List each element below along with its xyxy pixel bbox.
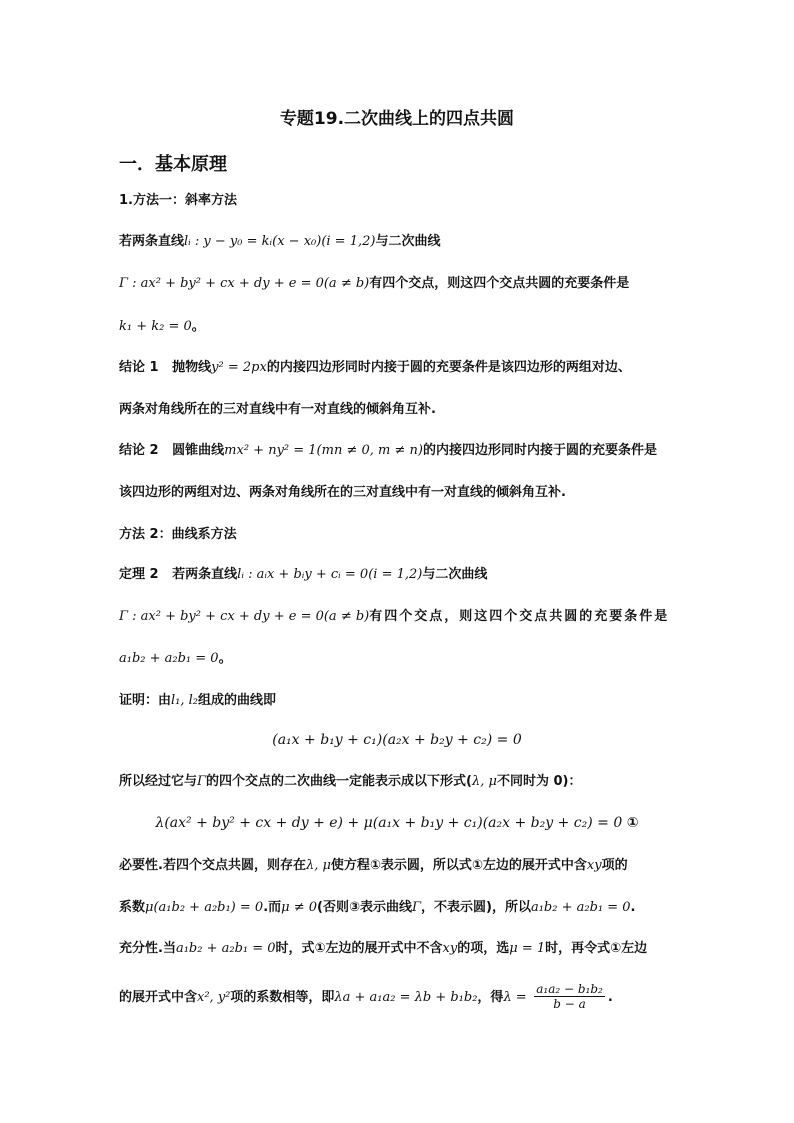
equation-tag: ① (626, 815, 639, 831)
text: 证明：由 (119, 693, 172, 708)
conclusion-1-cont: 两条对角线所在的三对直线中有一对直线的倾斜角互补. (119, 402, 436, 417)
text: . (607, 990, 613, 1005)
text: ，不表示圆)，所以 (421, 900, 531, 915)
text: 项的 (601, 858, 628, 873)
text: 充分性.当 (119, 941, 176, 956)
conclusion-2 (119, 442, 657, 460)
fraction-numerator: a₁a₂ − b₁b₂ (536, 982, 603, 996)
math-expression: lᵢ : y − y₀ = kᵢ(x − x₀)(i = 1,2) (184, 234, 376, 249)
math-expression: μ = 1 (509, 941, 546, 956)
conclusion-label: 结论 1 (119, 360, 159, 375)
paragraph-line (119, 318, 205, 336)
text: 使方程①表示圆，所以式①左边的展开式中含 (330, 858, 587, 873)
fraction-denominator: b − a (553, 997, 586, 1011)
text: 与二次曲线 (375, 234, 441, 249)
text: 的展开式中含 (119, 990, 198, 1005)
theorem-label: 定理 2 (119, 567, 159, 582)
math-expression: l₁, l₂ (171, 693, 199, 708)
math-expression: a₁b₂ + a₂b₁ = 0 (530, 900, 631, 915)
math-expression: a₁b₂ + a₂b₁ = 0 (175, 941, 276, 956)
text: 若两条直线 (172, 567, 238, 582)
conclusion-2-cont: 该四边形的两组对边、两条对角线所在的三对直线中有一对直线的倾斜角互补. (119, 485, 566, 500)
math-expression: λ(ax² + by² + cx + dy + e) + μ(a₁x + b₁y + c₁)(a₂x + b₂y + c₂) = 0 (155, 815, 623, 831)
math-expression: λ, μ (472, 774, 497, 789)
math-expression: λ, μ (305, 858, 331, 873)
text: 必要性.若四个交点共圆，则存在 (119, 858, 306, 873)
math-expression: x², y² (197, 990, 231, 1005)
proof-line (119, 692, 276, 710)
math-expression: xy (586, 858, 602, 873)
method1-heading: 1.方法一：斜率方法 (119, 193, 237, 208)
math-expression: Γ : ax² + by² + cx + dy + e = 0(a ≠ b) (119, 276, 370, 291)
sufficiency-line-2 (119, 983, 613, 1012)
text: 项的系数相等，即 (230, 990, 335, 1005)
math-expression: μ(a₁b₂ + a₂b₁) = 0 (145, 900, 264, 915)
text: .而 (263, 900, 282, 915)
text: ，得 (477, 990, 504, 1005)
math-expression: a₁b₂ + a₂b₁ = 0 (119, 651, 219, 666)
math-expression: λ = (503, 990, 527, 1005)
text: (否则③表示曲线 (317, 900, 412, 915)
text: 。 (218, 651, 232, 666)
text: 时，式①左边的展开式中不含 (275, 941, 443, 956)
theorem-2 (119, 566, 487, 584)
math-expression: lᵢ : aᵢx + bᵢy + cᵢ = 0(i = 1,2) (237, 567, 423, 582)
text: 组成的曲线即 (198, 693, 277, 708)
math-expression: Γ : ax² + by² + cx + dy + e = 0(a ≠ b) (119, 609, 370, 624)
page-title: 专题19.二次曲线上的四点共圆 (279, 109, 515, 129)
fraction (534, 982, 605, 1011)
text: 。 (191, 319, 205, 334)
text: 与二次曲线 (422, 567, 488, 582)
text: 所以经过它与 (119, 774, 198, 789)
math-expression: μ ≠ 0 (281, 900, 318, 915)
math-expression: Γ (411, 900, 422, 915)
necessity-line-2 (119, 899, 636, 917)
text: 的四个交点的二次曲线一定能表示成以下形式( (206, 774, 472, 789)
text: 系数 (119, 900, 146, 915)
section-heading: 一．基本原理 (119, 154, 227, 175)
necessity-line (119, 857, 628, 875)
math-expression: mx² + ny² = 1(mn ≠ 0, m ≠ n) (224, 443, 423, 458)
method2-heading: 方法 2：曲线系方法 (119, 527, 237, 542)
math-expression: Γ (197, 774, 207, 789)
text: . (630, 900, 636, 915)
text: 时，再令式①左边 (545, 941, 648, 956)
math-expression: λa + a₁a₂ = λb + b₁b₂ (334, 990, 478, 1005)
equation-2 (0, 815, 794, 831)
conclusion-1 (119, 359, 631, 377)
conclusion-label: 结论 2 (119, 443, 159, 458)
text: 抛物线 (172, 360, 212, 375)
text: 的内接四边形同时内接于圆的充要条件是该四边形的两组对边、 (266, 360, 631, 375)
text: 圆锥曲线 (172, 443, 225, 458)
paragraph-line (119, 608, 669, 626)
paragraph-line (119, 275, 629, 293)
math-expression: k₁ + k₂ = 0 (119, 319, 192, 334)
math-expression: y² = 2px (211, 360, 267, 375)
text: 若两条直线 (119, 234, 185, 249)
text: 的项，选 (457, 941, 510, 956)
text: 有四个交点，则这四个交点共圆的充要条件是 (369, 276, 630, 291)
paragraph-line (119, 773, 581, 791)
math-expression: xy (442, 941, 458, 956)
equation-1: (a₁x + b₁y + c₁)(a₂x + b₂y + c₂) = 0 (272, 732, 522, 748)
paragraph-line (119, 233, 440, 251)
sufficiency-line (119, 940, 647, 958)
text: 有四个交点，则这四个交点共圆的充要条件是 (369, 609, 670, 624)
paragraph-line (119, 650, 232, 668)
text: 的内接四边形同时内接于圆的充要条件是 (422, 443, 657, 458)
text: 不同时为 0)： (496, 774, 582, 789)
